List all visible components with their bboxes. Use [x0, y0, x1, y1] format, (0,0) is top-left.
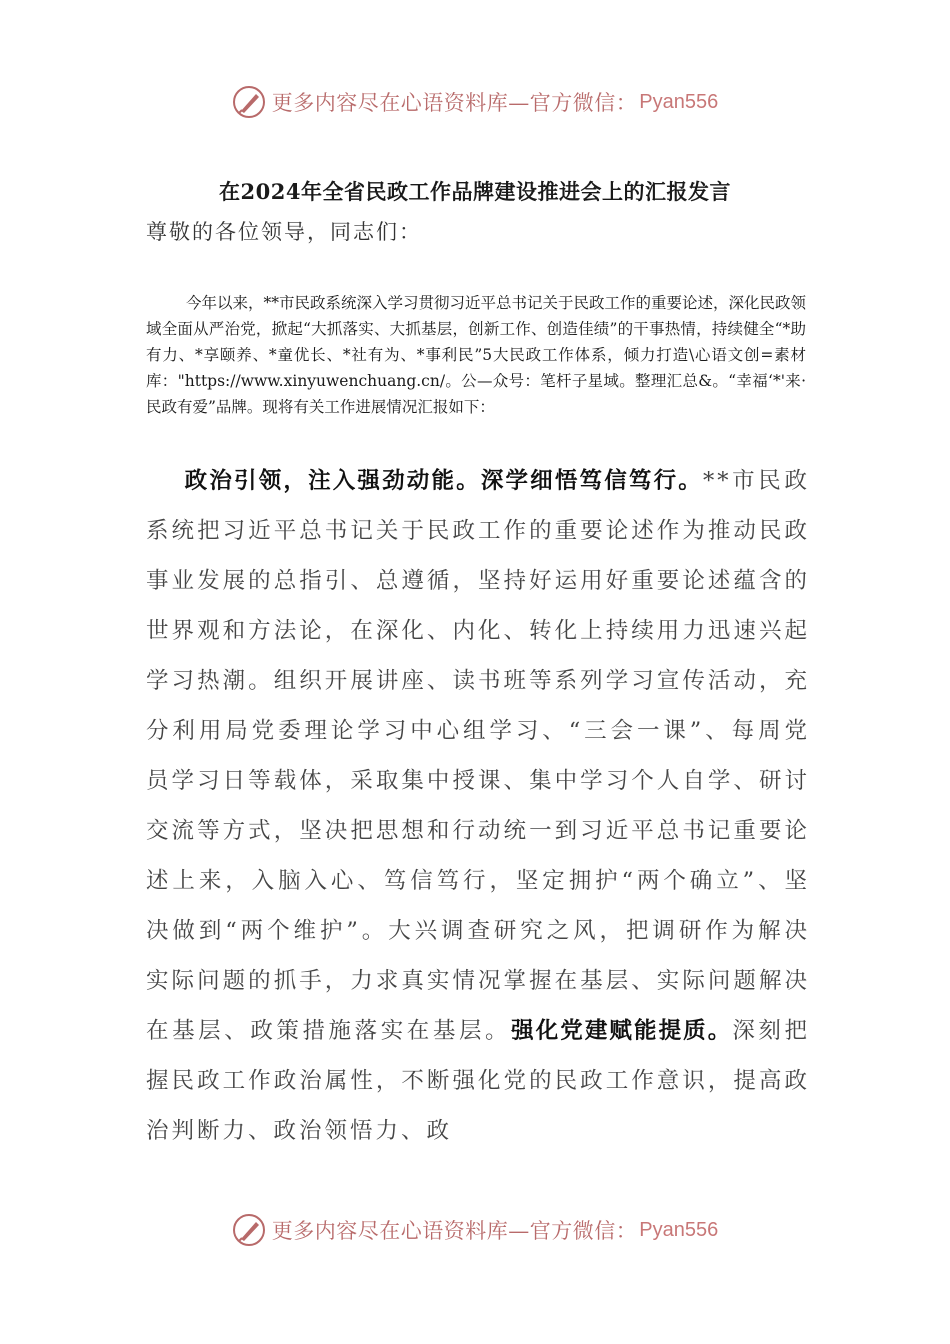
- quill-logo-icon: [232, 85, 266, 119]
- document-title: 在2024年全省民政工作品牌建设推进会上的汇报发言: [219, 179, 731, 204]
- section1-heading: 政治引领，注入强劲动能。深学细悟笃信笃行。: [184, 468, 703, 494]
- banner-text: 更多内容尽在心语资料库—官方微信：: [271, 91, 638, 115]
- banner-handle: Pyan556: [639, 1218, 719, 1241]
- quill-logo-icon: [232, 1213, 266, 1247]
- footer-watermark-banner: [0, 1208, 950, 1252]
- section2-body: 深刻把握民政工作政治属性，不断强化党的民政工作意识，提高政治判断力、政治领悟力、政: [146, 1018, 810, 1144]
- section2-heading: 强化党建赋能提质。: [511, 1018, 733, 1044]
- banner-text: 更多内容尽在心语资料库—官方微信：: [271, 1219, 638, 1243]
- intro-paragraph: 今年以来，**市民政系统深入学习贯彻习近平总书记关于民政工作的重要论述，深化民政领域全面从严治党，掀起“大抓落实、大抓基层，创新工作、创造佳绩”的干事热情，持续健全“*助有力、*享颐养、*童优长、*社有为、*事利民”5大民政工作体系，倾力打造\心语文创=素材库："https://www.xinyuwenchuang.cn/。公—众号：笔杆子星域。整理汇总&。“幸福‘*'来·民政有爱”品牌。现将有关工作进展情况汇报如下：: [146, 294, 807, 416]
- header-watermark-banner: [0, 80, 950, 124]
- body-paragraphs: [146, 456, 810, 1156]
- banner-handle: Pyan556: [639, 90, 719, 113]
- section1-body: **市民政系统把习近平总书记关于民政工作的重要论述作为推动民政事业发展的总指引、总遵循，坚持好运用好重要论述蕴含的世界观和方法论，在深化、内化、转化上持续用力迅速兴起学习热潮。组织开展讲座、读书班等系列学习宣传活动，充分利用局党委理论学习中心组学习、“三会一课”、每周党员学习日等载体，采取集中授课、集中学习个人自学、研讨交流等方式，坚决把思想和行动统一到习近平总书记重要论述上来，入脑入心、笃信笃行，坚定拥护“两个确立”、坚决做到“两个维护”。大兴调查研究之风，把调研作为解决实际问题的抓手，力求真实情况掌握在基层、实际问题解决在基层、政策措施落实在基层。: [146, 468, 810, 1044]
- greeting: 尊敬的各位领导，同志们：: [146, 220, 422, 244]
